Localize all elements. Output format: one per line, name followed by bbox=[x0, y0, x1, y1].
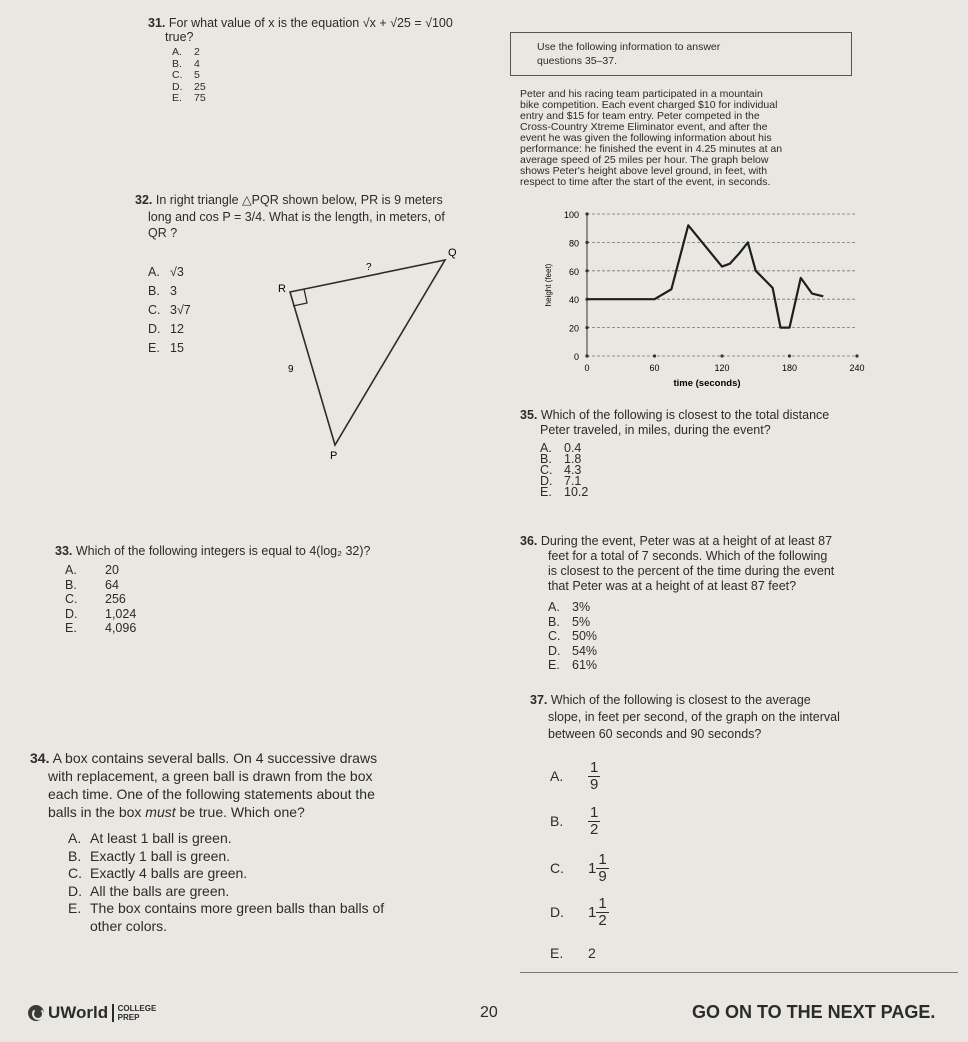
q34-option-text: At least 1 ball is green. bbox=[90, 830, 232, 846]
footer-brand-sub1: COLLEGE bbox=[117, 1004, 157, 1013]
q34-option-letter: D. bbox=[68, 882, 82, 899]
q36-option[interactable] bbox=[548, 600, 590, 615]
q37-option-letter: E. bbox=[550, 945, 564, 961]
fraction-denominator: 9 bbox=[598, 868, 607, 885]
q34-option-letter: C. bbox=[68, 865, 82, 881]
footer-divider bbox=[520, 972, 958, 973]
q36-option-text: 54% bbox=[572, 643, 598, 658]
q34-stem-line4 bbox=[48, 804, 305, 821]
q37-stem bbox=[530, 693, 811, 708]
y-tick-label: 20 bbox=[568, 323, 579, 334]
q34-option-letter: A. bbox=[68, 830, 82, 846]
x-tick-label: 180 bbox=[781, 363, 798, 373]
q34-option-text: Exactly 1 ball is green. bbox=[90, 847, 231, 864]
q31-option[interactable] bbox=[172, 46, 200, 58]
y-tick-label: 80 bbox=[568, 238, 579, 249]
q33-option-letter: D. bbox=[65, 606, 78, 621]
q37-option[interactable] bbox=[550, 896, 609, 929]
q34-stem-line1: A box contains several balls. On 4 successive draws bbox=[52, 750, 378, 766]
passage-line: Peter and his racing team participated in a mountain bbox=[520, 88, 763, 100]
next-page-label: GO ON TO THE NEXT PAGE. bbox=[692, 1002, 936, 1022]
q37-option-fraction bbox=[596, 852, 608, 885]
fraction-numerator: 1 bbox=[598, 851, 607, 868]
q32-option-text: 3 bbox=[170, 284, 177, 298]
q31-option-letter: E. bbox=[172, 92, 182, 104]
q35-option-letter: B. bbox=[540, 452, 552, 466]
q35-option-text: 1.8 bbox=[564, 452, 582, 466]
x-tick-label: 60 bbox=[649, 363, 660, 373]
q37-option-whole: 1 bbox=[588, 860, 597, 877]
q31-option[interactable] bbox=[172, 58, 200, 70]
q34-option[interactable] bbox=[68, 918, 167, 935]
fraction-numerator: 1 bbox=[598, 895, 607, 912]
q37-stem-line2: slope, in feet per second, of the graph on the interval bbox=[548, 710, 840, 724]
y-tick-label: 40 bbox=[568, 295, 579, 306]
x-tick-mark bbox=[788, 354, 791, 357]
q32-number: 32. bbox=[135, 193, 153, 207]
triangle-pqr bbox=[290, 260, 445, 445]
q34-option[interactable] bbox=[68, 883, 229, 900]
fraction-denominator: 2 bbox=[598, 912, 607, 929]
q36-stem-line2: feet for a total of 7 seconds. Which of the following bbox=[548, 549, 828, 563]
q32-option[interactable] bbox=[148, 303, 191, 318]
q36-stem-line1: During the event, Peter was at a height of at least 87 bbox=[540, 534, 833, 548]
q35-option-text: 0.4 bbox=[564, 441, 582, 455]
q36-option-text: 5% bbox=[572, 614, 591, 629]
q36-option-letter: B. bbox=[548, 614, 560, 629]
q36-number: 36. bbox=[520, 534, 538, 548]
fraction-denominator: 9 bbox=[590, 776, 599, 793]
q33-option[interactable] bbox=[65, 607, 136, 622]
q31-stem-line1: For what value of x is the equation √x + √25 = √100 bbox=[168, 16, 453, 30]
q32-option-text: 12 bbox=[170, 322, 184, 336]
q33-option[interactable] bbox=[65, 578, 119, 593]
q35-option-letter: A. bbox=[540, 441, 552, 455]
page-number: 20 bbox=[480, 1004, 498, 1021]
q31-option[interactable] bbox=[172, 92, 206, 104]
label-pr-side: 9 bbox=[288, 364, 294, 375]
q34-option-text: other colors. bbox=[90, 917, 168, 934]
q33-option-letter: B. bbox=[65, 577, 77, 592]
q36-stem bbox=[520, 534, 832, 549]
q34-stem-line3: each time. One of the following statements about the bbox=[48, 786, 375, 802]
q31-option-text: 75 bbox=[194, 92, 206, 104]
q37-option-letter: A. bbox=[550, 768, 564, 784]
q37-stem-line3: between 60 seconds and 90 seconds? bbox=[548, 727, 762, 741]
footer-brand bbox=[28, 1003, 156, 1023]
label-r: R bbox=[278, 283, 286, 295]
q31-option-letter: C. bbox=[172, 69, 183, 81]
q37-option[interactable] bbox=[550, 805, 600, 838]
q35-option-letter: C. bbox=[540, 463, 553, 477]
q32-option-letter: A. bbox=[148, 265, 160, 279]
q33-option-text: 20 bbox=[105, 563, 119, 577]
q32-option-letter: C. bbox=[148, 303, 161, 317]
q32-stem-line3: QR ? bbox=[148, 226, 178, 240]
q34-option[interactable] bbox=[68, 900, 384, 917]
q37-option-text: 2 bbox=[588, 945, 596, 961]
q34-option[interactable] bbox=[68, 848, 230, 865]
q34-stem-line2: with replacement, a green ball is drawn from the box bbox=[48, 768, 373, 784]
x-tick-mark bbox=[720, 354, 723, 357]
passage-line: average speed of 25 miles per hour. The graph below bbox=[520, 154, 769, 166]
q35-option-letter: D. bbox=[540, 474, 553, 488]
q36-option-text: 61% bbox=[572, 658, 598, 672]
q36-option-text: 50% bbox=[572, 629, 598, 643]
x-axis-label: time (seconds) bbox=[673, 378, 741, 389]
q31-stem-line2: true? bbox=[165, 30, 194, 44]
q31-option-letter: A. bbox=[172, 46, 182, 58]
q34-option[interactable] bbox=[68, 830, 232, 847]
q31-option[interactable] bbox=[172, 69, 200, 81]
q34-option[interactable] bbox=[68, 865, 247, 882]
q36-option-text: 3% bbox=[572, 600, 591, 614]
q37-option-letter: D. bbox=[550, 904, 564, 920]
x-tick-label: 120 bbox=[714, 363, 730, 373]
q34-stem-line4-post: be true. Which one? bbox=[175, 804, 305, 820]
q35-stem-line1: Which of the following is closest to the total distance bbox=[540, 408, 830, 422]
q32-option[interactable] bbox=[148, 284, 177, 299]
y-tick-label: 60 bbox=[568, 266, 579, 277]
q34-stem-emphasis: must bbox=[145, 804, 176, 820]
fraction-numerator: 1 bbox=[590, 804, 599, 821]
q35-stem bbox=[520, 408, 829, 423]
info-box bbox=[510, 32, 852, 76]
q33-option-text: 4,096 bbox=[105, 621, 137, 635]
q37-option-letter: B. bbox=[550, 813, 564, 829]
q36-option-letter: D. bbox=[548, 643, 561, 658]
q31-option-text: 5 bbox=[194, 69, 200, 81]
footer-brand-sub2: PREP bbox=[117, 1013, 140, 1022]
q36-option[interactable] bbox=[548, 615, 590, 630]
q37-option-fraction bbox=[588, 760, 600, 793]
q35-option-text: 7.1 bbox=[564, 474, 582, 488]
q37-option-whole: 1 bbox=[588, 904, 597, 921]
q32-option-text: 15 bbox=[170, 341, 184, 355]
q36-stem-line4: that Peter was at a height of at least 87 feet? bbox=[548, 579, 797, 593]
q36-option-letter: A. bbox=[548, 600, 560, 614]
q32-option-text: 3√7 bbox=[170, 303, 191, 317]
q33-stem bbox=[55, 544, 370, 559]
q32-stem-line2: long and cos P = 3/4. What is the length, in meters, of bbox=[148, 210, 445, 224]
y-tick-label: 100 bbox=[563, 210, 579, 220]
passage-line: bike competition. Each event charged $10 for individual bbox=[520, 99, 778, 111]
q33-option-letter: C. bbox=[65, 592, 78, 606]
label-p: P bbox=[330, 450, 338, 462]
y-axis-label: height (feet) bbox=[544, 263, 553, 307]
q32-option-text: √3 bbox=[170, 265, 184, 279]
q31-stem bbox=[148, 16, 453, 31]
passage-line: respect to time after the start of the event, in seconds. bbox=[520, 176, 771, 188]
q37-number: 37. bbox=[530, 693, 548, 707]
q35-option-text: 4.3 bbox=[564, 463, 582, 477]
q33-option-text: 64 bbox=[105, 577, 119, 592]
info-box-line2: questions 35–37. bbox=[537, 55, 617, 67]
q37-option[interactable] bbox=[550, 945, 596, 962]
label-qr-side: ? bbox=[366, 262, 372, 273]
q35-option[interactable] bbox=[540, 485, 588, 500]
q33-option[interactable] bbox=[65, 592, 126, 607]
q36-option-letter: E. bbox=[548, 658, 560, 672]
q32-option-letter: D. bbox=[148, 322, 161, 336]
q34-option-letter: B. bbox=[68, 847, 82, 864]
x-tick-label: 0 bbox=[584, 363, 590, 373]
q32-option[interactable] bbox=[148, 265, 184, 280]
q31-option-letter: D. bbox=[172, 80, 183, 93]
q34-option-text: The box contains more green balls than balls of bbox=[90, 900, 385, 916]
q34-stem-line4-pre: balls in the box bbox=[48, 804, 146, 820]
q36-option[interactable] bbox=[548, 644, 597, 659]
q32-stem bbox=[135, 193, 443, 208]
label-q: Q bbox=[448, 247, 457, 259]
q35-option-text: 10.2 bbox=[564, 485, 589, 499]
q31-option-letter: B. bbox=[172, 57, 182, 70]
q33-stem-text: Which of the following integers is equal to 4(log₂ 32)? bbox=[75, 544, 371, 558]
q36-option[interactable] bbox=[548, 629, 597, 644]
q33-option[interactable] bbox=[65, 621, 136, 636]
height-time-chart bbox=[525, 198, 880, 396]
q33-option[interactable] bbox=[65, 563, 119, 578]
height-series-line bbox=[587, 225, 823, 327]
q32-option-letter: B. bbox=[148, 284, 160, 298]
q37-option-letter: C. bbox=[550, 860, 564, 876]
q31-option[interactable] bbox=[172, 81, 206, 93]
passage-line: shows Peter's height above level ground, in feet, with bbox=[520, 165, 768, 177]
passage-line: Cross-Country Xtreme Eliminator event, and after the bbox=[520, 121, 768, 133]
q32-option-letter: E. bbox=[148, 341, 160, 355]
q33-option-letter: E. bbox=[65, 621, 77, 635]
q32-stem-line1: In right triangle △PQR shown below, PR is 9 meters bbox=[155, 193, 443, 207]
q33-number: 33. bbox=[55, 544, 73, 558]
fraction-denominator: 2 bbox=[590, 821, 599, 838]
y-tick-label: 0 bbox=[573, 352, 579, 362]
uworld-logo-icon bbox=[28, 1005, 44, 1021]
q33-option-letter: A. bbox=[65, 563, 77, 577]
q34-stem bbox=[30, 750, 377, 767]
q37-option-fraction bbox=[588, 805, 600, 838]
x-tick-mark bbox=[653, 354, 656, 357]
q35-option-letter: E. bbox=[540, 485, 552, 499]
fraction-numerator: 1 bbox=[590, 759, 599, 776]
q34-number: 34. bbox=[30, 750, 50, 766]
q34-option-text: Exactly 4 balls are green. bbox=[90, 865, 248, 881]
x-tick-label: 240 bbox=[849, 363, 865, 373]
q37-option[interactable] bbox=[550, 760, 600, 793]
q32-option[interactable] bbox=[148, 341, 184, 356]
q37-option[interactable] bbox=[550, 852, 609, 885]
q31-option-text: 25 bbox=[194, 80, 206, 93]
q36-option-letter: C. bbox=[548, 629, 561, 643]
passage-line: event he was given the following information about his bbox=[520, 132, 772, 144]
q35-stem-line2: Peter traveled, in miles, during the event? bbox=[540, 423, 771, 437]
q35-number: 35. bbox=[520, 408, 538, 422]
q37-stem-line1: Which of the following is closest to the average bbox=[550, 693, 811, 707]
q34-option-text: All the balls are green. bbox=[90, 882, 230, 899]
q31-number: 31. bbox=[148, 16, 166, 30]
footer-brand-name: UWorld bbox=[48, 1003, 109, 1022]
q31-option-text: 4 bbox=[194, 57, 200, 70]
x-tick-mark bbox=[855, 354, 858, 357]
q33-option-text: 256 bbox=[105, 592, 126, 606]
passage-line: performance: he finished the event in 4.25 minutes at an bbox=[520, 143, 783, 155]
info-box-line1: Use the following information to answer bbox=[537, 41, 721, 53]
q37-option-fraction bbox=[596, 896, 608, 929]
q33-option-text: 1,024 bbox=[105, 606, 137, 621]
q31-option-text: 2 bbox=[194, 46, 200, 58]
passage-line: entry and $15 for team entry. Peter competed in the bbox=[520, 110, 760, 122]
triangle-diagram bbox=[270, 240, 470, 470]
q32-option[interactable] bbox=[148, 322, 184, 337]
q36-stem-line3: is closest to the percent of the time during the event bbox=[548, 564, 835, 578]
q36-option[interactable] bbox=[548, 658, 597, 673]
q34-option-letter: E. bbox=[68, 900, 82, 916]
